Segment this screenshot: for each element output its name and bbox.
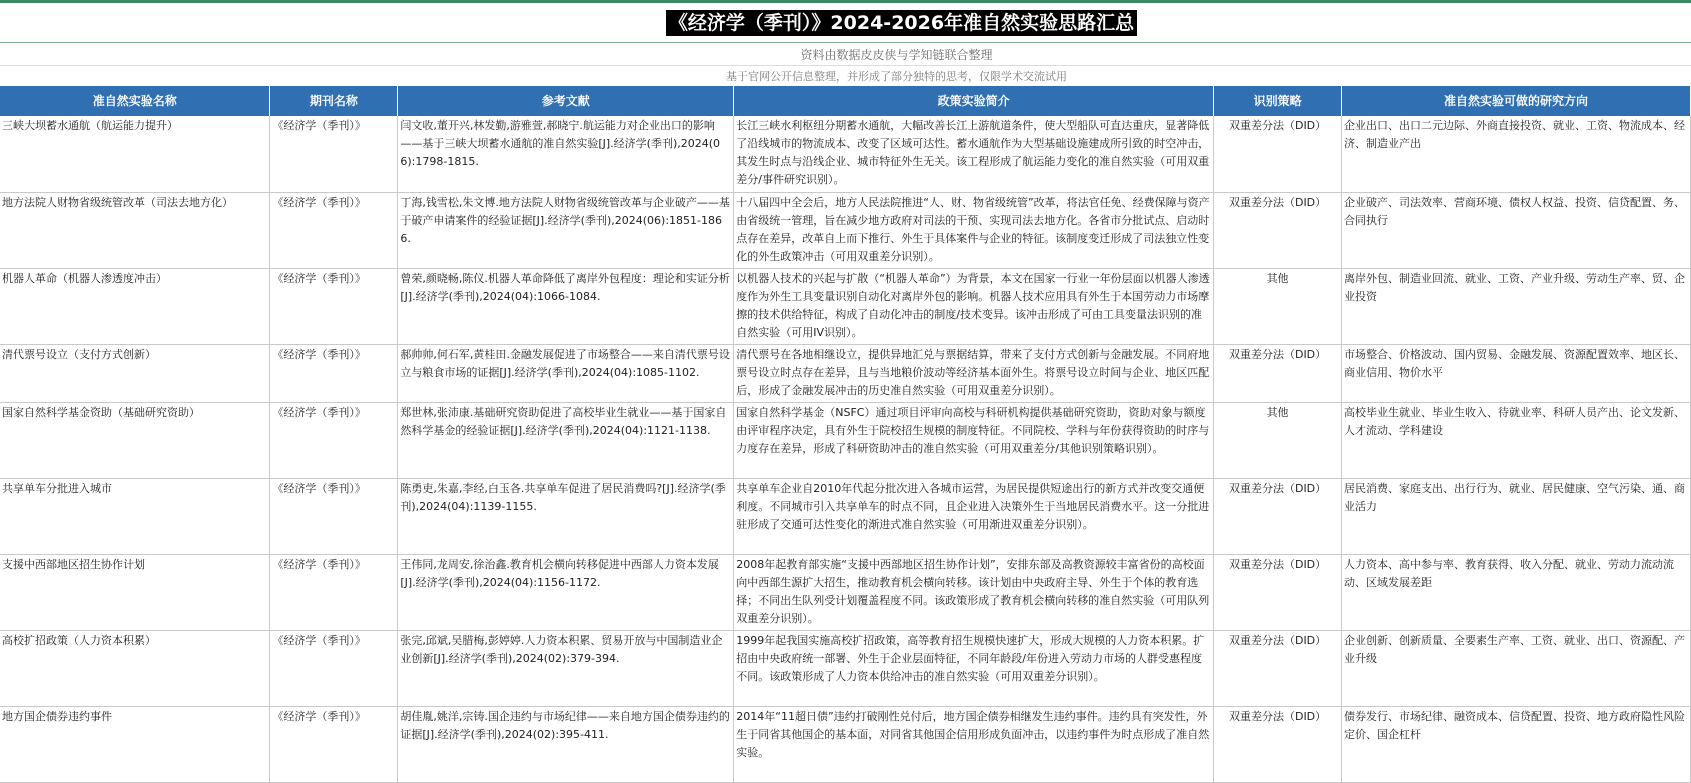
cell-intro[interactable]: 共享单车企业自2010年代起分批次进入各城市运营，为居民提供短途出行的新方式并改变交通便利度。不同城市引入共享单车的时点不同，且企业进入决策外生于当地居民消费水平。这一分批进驻形成了交通可达性变化的渐进式准自然实验（可用渐进双重差分识别）。 (734, 478, 1214, 554)
title-area (0, 10, 1691, 36)
cell-directions[interactable]: 企业出口、出口二元边际、外商直接投资、就业、工资、物流成本、经济、制造业产出 (1342, 116, 1691, 192)
cell-intro[interactable]: 国家自然科学基金（NSFC）通过项目评审向高校与科研机构提供基础研究资助，资助对象与额度由评审程序决定，具有外生于院校招生规模的制度特征。不同院校、学科与年份获得资助的时序与力度存在差异，形成了科研资助冲击的准自然实验（可用双重差分/其他识别策略识别）。 (734, 402, 1214, 478)
cell-reference[interactable]: 张完,邱斌,吴腊梅,彭婷婷.人力资本积累、贸易开放与中国制造业企业创新[J].经济学(季刊),2024(02):379-394. (398, 630, 734, 706)
cell-reference[interactable]: 郑世林,张沛康.基础研究资助促进了高校毕业生就业——基于国家自然科学基金的经验证据[J].经济学(季刊),2024(04):1121-1138. (398, 402, 734, 478)
cell-reference[interactable]: 闫文收,董开兴,林发勤,游雅萱,郝晓宁.航运能力对企业出口的影响——基于三峡大坝蓄水通航的准自然实验[J].经济学(季刊),2024(06):1798-1815. (398, 116, 734, 192)
cell-journal[interactable]: 《经济学（季刊）》 (270, 344, 398, 402)
column-header-journal[interactable]: 期刊名称 (270, 86, 398, 116)
cell-name[interactable]: 高校扩招政策（人力资本积累） (0, 630, 270, 706)
cell-name[interactable]: 地方国企债券违约事件 (0, 706, 270, 782)
cell-name[interactable]: 机器人革命（机器人渗透度冲击） (0, 268, 270, 344)
subtitle-source: 资料由数据皮皮侠与学知链联合整理 (800, 48, 993, 62)
cell-intro[interactable]: 1999年起我国实施高校扩招政策，高等教育招生规模快速扩大，形成大规模的人力资本积累。扩招由中央政府统一部署、外生于企业层面特征，不同年龄段/年份进入劳动力市场的人群受惠程度不同。该政策形成了人力资本供给冲击的准自然实验（可用双重差分识别）。 (734, 630, 1214, 706)
column-header-name[interactable]: 准自然实验名称 (0, 86, 270, 116)
cell-journal[interactable]: 《经济学（季刊）》 (270, 116, 398, 192)
title-divider (0, 42, 1691, 43)
subtitle-note: 基于官网公开信息整理，并形成了部分独特的思考，仅限学术交流试用 (726, 70, 1067, 83)
cell-strategy[interactable]: 双重差分法（DID） (1214, 116, 1342, 192)
cell-directions[interactable]: 居民消费、家庭支出、出行行为、就业、居民健康、空气污染、通、商业活力 (1342, 478, 1691, 554)
cell-directions[interactable]: 债券发行、市场纪律、融资成本、信贷配置、投资、地方政府隐性风险定价、国企杠杆 (1342, 706, 1691, 782)
cell-strategy[interactable]: 双重差分法（DID） (1214, 478, 1342, 554)
cell-reference[interactable]: 郝帅帅,何石军,黄桂田.金融发展促进了市场整合——来自清代票号设立与粮食市场的证据[J].经济学(季刊),2024(04):1085-1102. (398, 344, 734, 402)
column-header-reference[interactable]: 参考文献 (398, 86, 734, 116)
cell-intro[interactable]: 十八届四中全会后，地方人民法院推进“人、财、物省级统管”改革，将法官任免、经费保障与资产由省级统一管理，旨在减少地方政府对司法的干预、实现司法去地方化。各省市分批试点、启动时点存在差异，改革自上而下推行、外生于具体案件与企业的特征。该制度变迁形成了司法独立性变化的外生政策冲击（可用双重差分识别）。 (734, 192, 1214, 268)
cell-journal[interactable]: 《经济学（季刊）》 (270, 402, 398, 478)
cell-reference[interactable]: 曾荣,颜晓畅,陈仪.机器人革命降低了离岸外包程度：理论和实证分析[J].经济学(季刊),2024(04):1066-1084. (398, 268, 734, 344)
table-row (0, 706, 1691, 782)
cell-reference[interactable]: 陈勇吏,朱嘉,李经,白玉各.共享单车促进了居民消费吗?[J].经济学(季刊),2024(04):1139-1155. (398, 478, 734, 554)
column-header-strategy[interactable]: 识别策略 (1214, 86, 1342, 116)
table-row (0, 630, 1691, 706)
cell-directions[interactable]: 人力资本、高中参与率、教育获得、收入分配、就业、劳动力流动流动、区域发展差距 (1342, 554, 1691, 630)
cell-intro[interactable]: 2008年起教育部实施“支援中西部地区招生协作计划”，安排东部及高教资源较丰富省份的高校面向中西部生源扩大招生，推动教育机会横向转移。该计划由中央政府主导、外生于个体的教育选择；不同出生队列受计划覆盖程度不同。该政策形成了教育机会横向转移的准自然实验（可用队列双重差分识别）。 (734, 554, 1214, 630)
cell-journal[interactable]: 《经济学（季刊）》 (270, 192, 398, 268)
cell-directions[interactable]: 高校毕业生就业、毕业生收入、待就业率、科研人员产出、论文发新、人才流动、学科建设 (1342, 402, 1691, 478)
cell-reference[interactable]: 胡佳胤,姚洋,宗铸.国企违约与市场纪律——来自地方国企债券违约的证据[J].经济学(季刊),2024(02):395-411. (398, 706, 734, 782)
cell-intro[interactable]: 以机器人技术的兴起与扩散（“机器人革命”）为背景，本文在国家一行业一年份层面以机器人渗透度作为外生工具变量识别自动化对离岸外包的影响。机器人技术应用具有外生于本国劳动力市场摩擦的技术供给特征，构成了自动化冲击的制度/技术变异。该冲击形成了可由工具变量法识别的准自然实验（可用IV识别）。 (734, 268, 1214, 344)
cell-strategy[interactable]: 其他 (1214, 268, 1342, 344)
table-row (0, 268, 1691, 344)
subtitle-divider (0, 65, 1691, 66)
cell-directions[interactable]: 离岸外包、制造业回流、就业、工资、产业升级、劳动生产率、贸、企业投资 (1342, 268, 1691, 344)
cell-intro[interactable]: 2014年“11超日债”违约打破刚性兑付后，地方国企债券相继发生违约事件。违约具有突发性，外生于同省其他国企的基本面，对同省其他国企信用形成负面冲击，以违约事件为时点形成了准自然实验。 (734, 706, 1214, 782)
cell-strategy[interactable]: 双重差分法（DID） (1214, 192, 1342, 268)
cell-directions[interactable]: 企业破产、司法效率、营商环境、债权人权益、投资、信贷配置、务、合同执行 (1342, 192, 1691, 268)
cell-name[interactable]: 支援中西部地区招生协作计划 (0, 554, 270, 630)
table-row (0, 554, 1691, 630)
cell-intro[interactable]: 清代票号在各地相继设立，提供异地汇兑与票据结算，带来了支付方式创新与金融发展。不同府地票号设立时点存在差异，且与当地粮价波动等经济基本面外生。将票号设立时间与企业、地区匹配后，形成了金融发展冲击的历史准自然实验（可用双重差分识别）。 (734, 344, 1214, 402)
cell-journal[interactable]: 《经济学（季刊）》 (270, 554, 398, 630)
cell-journal[interactable]: 《经济学（季刊）》 (270, 478, 398, 554)
column-header-directions[interactable]: 准自然实验可做的研究方向 (1342, 86, 1691, 116)
column-header-intro[interactable]: 政策实验简介 (734, 86, 1214, 116)
table-header-row (0, 86, 1691, 116)
sheet-title: 《经济学（季刊）》2024-2026年准自然实验思路汇总 (666, 10, 1137, 36)
cell-strategy[interactable]: 双重差分法（DID） (1214, 630, 1342, 706)
cell-name[interactable]: 清代票号设立（支付方式创新） (0, 344, 270, 402)
table-row (0, 116, 1691, 192)
cell-directions[interactable]: 市场整合、价格波动、国内贸易、金融发展、资源配置效率、地区长、商业信用、物价水平 (1342, 344, 1691, 402)
cell-strategy[interactable]: 双重差分法（DID） (1214, 706, 1342, 782)
cell-journal[interactable]: 《经济学（季刊）》 (270, 706, 398, 782)
cell-name[interactable]: 三峡大坝蓄水通航（航运能力提升） (0, 116, 270, 192)
cell-name[interactable]: 国家自然科学基金资助（基础研究资助） (0, 402, 270, 478)
table-row (0, 478, 1691, 554)
table-row (0, 192, 1691, 268)
cell-intro[interactable]: 长江三峡水利枢纽分期蓄水通航，大幅改善长江上游航道条件，使大型船队可直达重庆，显著降低了沿线城市的物流成本、改变了区域可达性。蓄水通航作为大型基础设施建成所引致的时空冲击，其发生时点与沿线企业、城市特征外生无关。该工程形成了航运能力变化的准自然实验（可用双重差分/事件研究识别）。 (734, 116, 1214, 192)
cell-reference[interactable]: 丁海,钱雪松,朱文博.地方法院人财物省级统管改革与企业破产——基于破产申请案件的经验证据[J].经济学(季刊),2024(06):1851-1866. (398, 192, 734, 268)
cell-name[interactable]: 共享单车分批进入城市 (0, 478, 270, 554)
cell-strategy[interactable]: 双重差分法（DID） (1214, 344, 1342, 402)
table-row (0, 402, 1691, 478)
cell-name[interactable]: 地方法院人财物省级统管改革（司法去地方化） (0, 192, 270, 268)
cell-directions[interactable]: 企业创新、创新质量、全要素生产率、工资、就业、出口、资源配、产业升级 (1342, 630, 1691, 706)
cell-journal[interactable]: 《经济学（季刊）》 (270, 268, 398, 344)
experiments-table (0, 86, 1691, 783)
cell-strategy[interactable]: 双重差分法（DID） (1214, 554, 1342, 630)
cell-journal[interactable]: 《经济学（季刊）》 (270, 630, 398, 706)
cell-reference[interactable]: 王伟同,龙周安,徐治鑫.教育机会横向转移促进中西部人力资本发展[J].经济学(季刊),2024(04):1156-1172. (398, 554, 734, 630)
table-row (0, 344, 1691, 402)
top-border-line (0, 0, 1691, 3)
cell-strategy[interactable]: 其他 (1214, 402, 1342, 478)
